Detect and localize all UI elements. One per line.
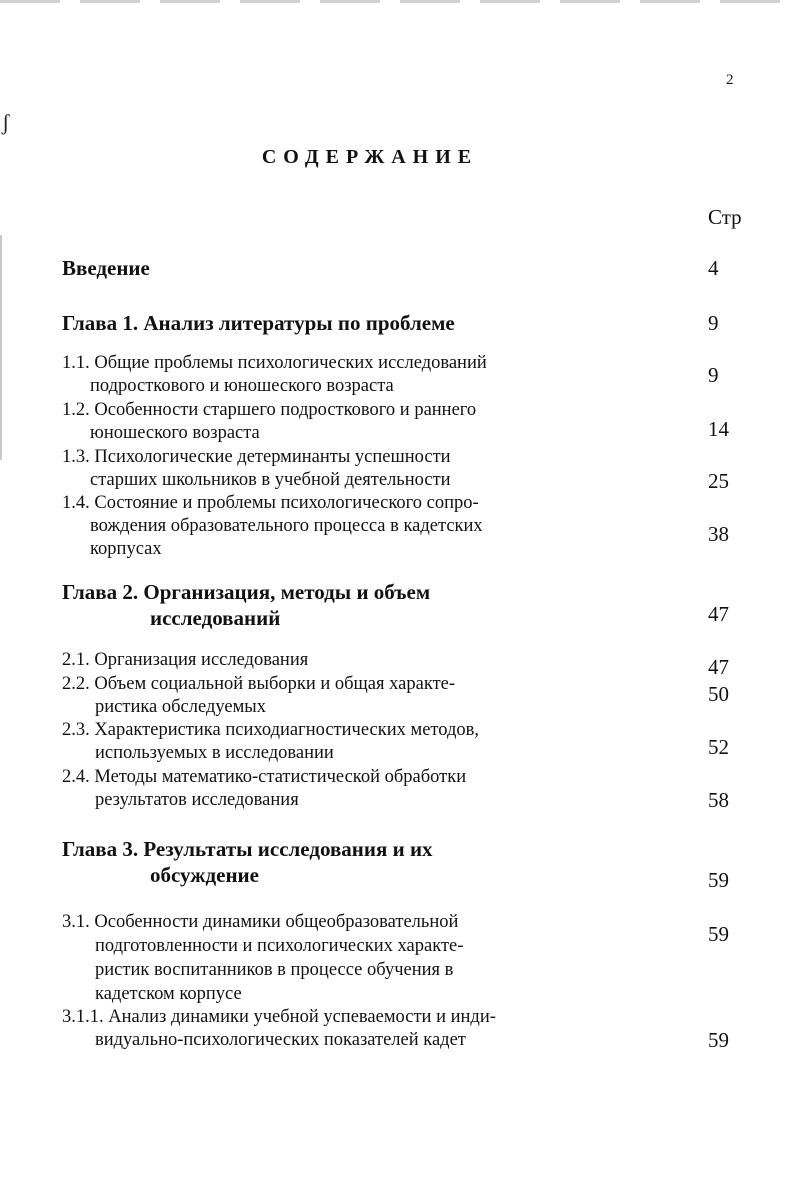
- toc-section-3-1-line1: 3.1. Особенности динамики общеобразовательной: [62, 912, 459, 932]
- toc-section-1-2-line1: 1.2. Особенности старшего подросткового и раннего: [62, 400, 477, 420]
- toc-section-2-4-page: 58: [708, 788, 729, 812]
- toc-section-1-4-line3: корпусах: [90, 539, 162, 559]
- toc-chapter-1-title: Глава 1. Анализ литературы по проблеме: [62, 311, 455, 335]
- toc-section-2-1-line1: 2.1. Организация исследования: [62, 650, 309, 670]
- toc-chapter-3-page: 59: [708, 868, 729, 892]
- toc-section-1-3-line1: 1.3. Психологические детерминанты успешности: [62, 447, 451, 467]
- toc-section-3-1-1-page: 59: [708, 1028, 729, 1052]
- toc-section-2-3-line1: 2.3. Характеристика психодиагностических методов,: [62, 720, 479, 740]
- toc-section-2-2-line1: 2.2. Объем социальной выборки и общая характе-: [62, 674, 456, 694]
- toc-section-1-1-line1: 1.1. Общие проблемы психологических исследований: [62, 353, 487, 373]
- page-column-header: Стр: [708, 205, 742, 229]
- toc-section-3-1-1-line1: 3.1.1. Анализ динамики учебной успеваемости и инди-: [62, 1007, 496, 1027]
- toc-section-3-1-line2: подготовленности и психологических характе-: [95, 936, 464, 956]
- scan-mark: ʃ: [2, 110, 10, 135]
- toc-chapter-2-line2: исследований: [150, 606, 281, 630]
- scan-edge-left: [0, 235, 2, 460]
- toc-section-2-4-line1: 2.4. Методы математико-статистической обработки: [62, 767, 467, 787]
- page-number: 2: [726, 72, 734, 88]
- toc-section-3-1-line4: кадетском корпусе: [95, 984, 242, 1004]
- toc-chapter-2-line1: Глава 2. Организация, методы и объем: [62, 580, 431, 604]
- toc-section-2-2-page: 50: [708, 682, 729, 706]
- toc-chapter-1-page: 9: [708, 311, 719, 335]
- toc-intro-title: Введение: [62, 256, 150, 280]
- toc-chapter-2-page: 47: [708, 602, 729, 626]
- toc-section-3-1-line3: ристик воспитанников в процессе обучения в: [95, 960, 454, 980]
- toc-section-1-2-line2: юношеского возраста: [90, 423, 260, 443]
- toc-intro-page: 4: [708, 256, 719, 280]
- toc-chapter-3-line1: Глава 3. Результаты исследования и их: [62, 837, 433, 861]
- toc-section-1-4-line2: вождения образовательного процесса в кадетских: [90, 516, 483, 536]
- toc-section-1-3-page: 25: [708, 469, 729, 493]
- toc-section-1-1-page: 9: [708, 363, 719, 387]
- toc-section-1-4-line1: 1.4. Состояние и проблемы психологического сопро-: [62, 493, 479, 513]
- toc-chapter-3-line2: обсуждение: [150, 863, 259, 887]
- toc-section-1-1-line2: подросткового и юношеского возраста: [90, 376, 394, 396]
- toc-section-1-4-page: 38: [708, 522, 729, 546]
- toc-section-2-3-line2: используемых в исследовании: [95, 743, 334, 763]
- scan-edge-top: [0, 0, 794, 3]
- toc-section-1-2-page: 14: [708, 417, 729, 441]
- page-title: СОДЕРЖАНИЕ: [261, 146, 479, 168]
- toc-section-2-1-page: 47: [708, 655, 729, 679]
- toc-section-3-1-1-line2: видуально-психологических показателей кадет: [95, 1030, 466, 1050]
- toc-section-3-1-page: 59: [708, 922, 729, 946]
- toc-section-1-3-line2: старших школьников в учебной деятельности: [90, 470, 451, 490]
- toc-section-2-3-page: 52: [708, 735, 729, 759]
- toc-section-2-2-line2: ристика обследуемых: [95, 697, 266, 717]
- toc-section-2-4-line2: результатов исследования: [95, 790, 299, 810]
